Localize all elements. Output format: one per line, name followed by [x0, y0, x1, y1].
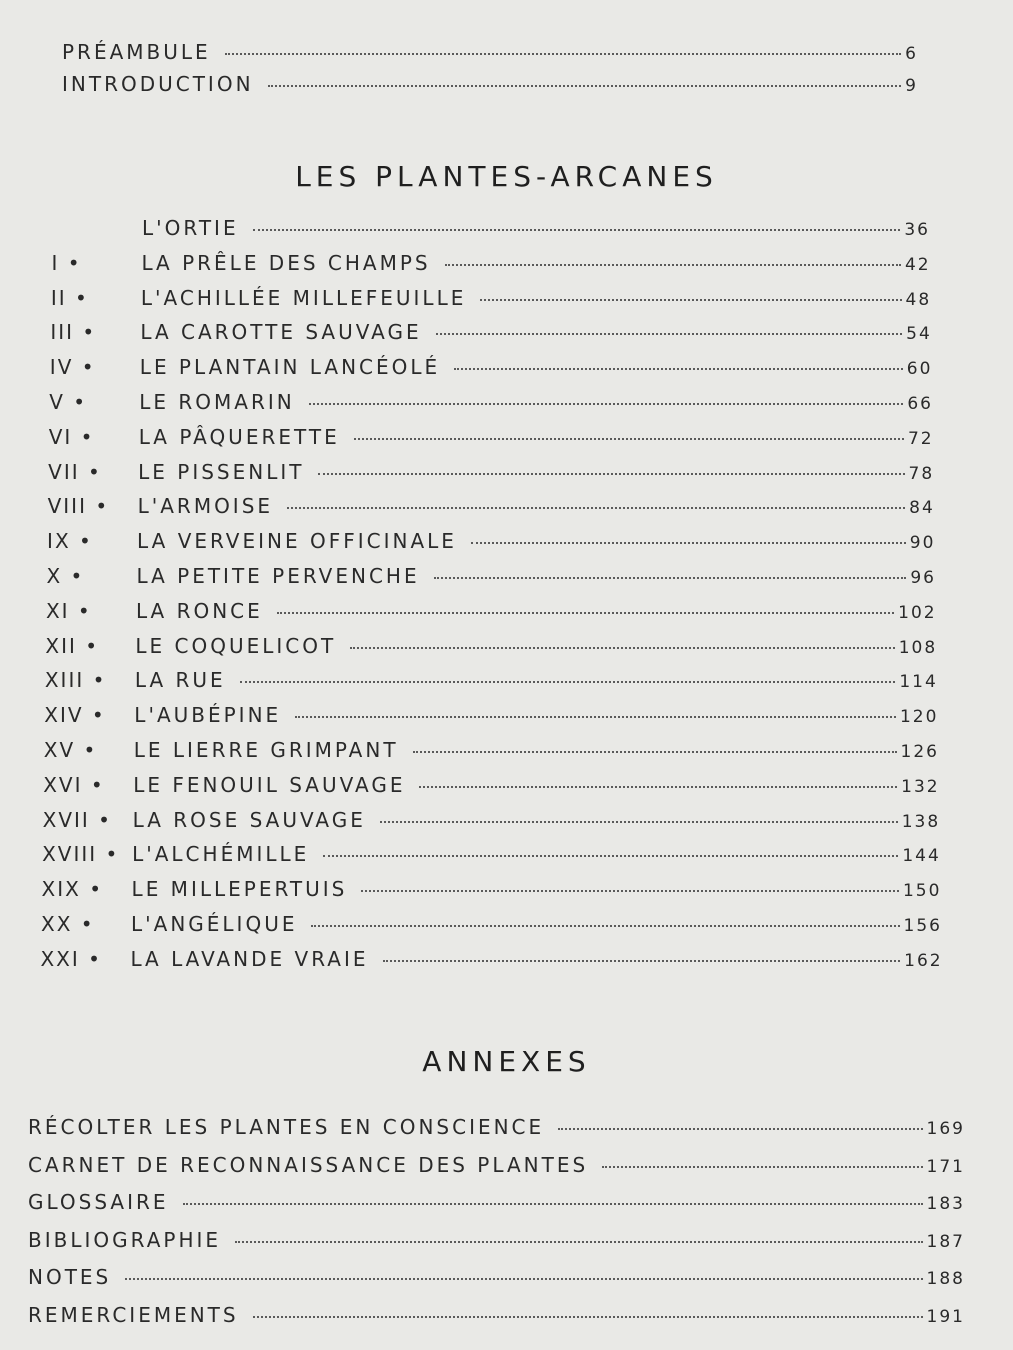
- entry-title: LE FENOUIL SAUVAGE: [133, 772, 406, 797]
- toc-entry: [44, 738, 939, 762]
- entry-roman-numeral: XIV •: [44, 703, 106, 728]
- entry-page: 48: [905, 289, 932, 310]
- entry-page: 60: [906, 359, 933, 380]
- entry-roman-numeral: XX •: [41, 912, 95, 936]
- leader-dots: [445, 264, 901, 266]
- entry-title: LA VERVEINE OFFICINALE: [137, 529, 457, 554]
- entry-page: 191: [926, 1306, 965, 1327]
- entry-title: LE PISSENLIT: [138, 459, 305, 484]
- leader-dots: [125, 1278, 922, 1280]
- toc-entry: [40, 947, 942, 971]
- toc-entry: [43, 773, 939, 797]
- entry-page: 183: [926, 1194, 965, 1214]
- toc-entry: [47, 564, 937, 588]
- toc-entry: [28, 1265, 965, 1289]
- leader-dots: [287, 507, 905, 509]
- entry-page: 90: [909, 533, 936, 554]
- toc-entry: [49, 390, 933, 414]
- entry-title: CARNET DE RECONNAISSANCE DES PLANTES: [28, 1152, 589, 1177]
- leader-dots: [471, 542, 906, 544]
- toc-entry-introduction: [62, 72, 918, 96]
- entry-page: 72: [907, 428, 934, 449]
- toc-entry: [47, 529, 935, 553]
- toc-entry: [51, 286, 931, 310]
- entry-title: L'AUBÉPINE: [134, 703, 282, 728]
- entry-title: LA ROSE SAUVAGE: [132, 807, 366, 832]
- entry-page: 138: [901, 811, 941, 832]
- leader-dots: [323, 855, 898, 857]
- entry-roman-numeral: XIX •: [41, 877, 104, 902]
- entry-page: 84: [909, 498, 935, 519]
- entry-page: 42: [904, 254, 931, 275]
- leader-dots: [436, 333, 903, 335]
- entry-roman-numeral: V •: [49, 390, 88, 414]
- leader-dots: [602, 1166, 922, 1168]
- entry-title: LE LIERRE GRIMPANT: [133, 738, 399, 762]
- toc-entry: [50, 355, 933, 379]
- entry-page: 102: [898, 602, 937, 623]
- entry-title: LA RONCE: [135, 598, 263, 623]
- entry-title: BIBLIOGRAPHIE: [28, 1227, 222, 1252]
- entry-title: L'ORTIE: [142, 216, 239, 240]
- entry-title: LA PETITE PERVENCHE: [136, 564, 420, 588]
- entry-title: INTRODUCTION: [62, 72, 254, 96]
- entry-roman-numeral: II •: [50, 285, 89, 310]
- leader-dots: [277, 612, 894, 614]
- leader-dots: [183, 1203, 923, 1205]
- entry-roman-numeral: VI •: [48, 424, 95, 449]
- entry-title: L'ARMOISE: [137, 494, 274, 519]
- leader-dots: [454, 368, 903, 370]
- toc-entry: [46, 599, 937, 623]
- toc-entry: [45, 634, 937, 658]
- toc-entry: [28, 1228, 965, 1252]
- leader-dots: [413, 751, 897, 753]
- toc-entry: [43, 808, 941, 832]
- entry-page: 120: [899, 707, 939, 728]
- leader-dots: [419, 786, 897, 788]
- leader-dots: [318, 473, 904, 475]
- entry-title: LA RUE: [134, 668, 226, 693]
- entry-page: 169: [926, 1119, 965, 1139]
- toc-entry: [42, 842, 941, 866]
- entry-title: LA LAVANDE VRAIE: [130, 946, 369, 971]
- entry-roman-numeral: XV •: [43, 738, 98, 762]
- entry-roman-numeral: XIII •: [44, 668, 107, 693]
- entry-roman-numeral: X •: [46, 564, 85, 588]
- entry-page: 114: [899, 672, 938, 693]
- toc-entry: [41, 912, 942, 936]
- entry-page: 132: [901, 776, 940, 797]
- leader-dots: [383, 960, 901, 962]
- leader-dots: [225, 53, 902, 55]
- entry-title: LE PLANTAIN LANCÉOLÉ: [139, 355, 441, 380]
- toc-entry: [28, 1115, 965, 1139]
- entry-title: RÉCOLTER LES PLANTES EN CONSCIENCE: [28, 1115, 545, 1139]
- entry-page: 162: [904, 950, 943, 971]
- toc-entry: [50, 320, 931, 344]
- entry-roman-numeral: XII •: [45, 633, 100, 658]
- entry-title: PRÉAMBULE: [62, 40, 211, 64]
- entry-page: 144: [902, 846, 941, 867]
- entry-roman-numeral: XVIII •: [42, 842, 120, 867]
- leader-dots: [240, 681, 896, 683]
- toc-entry: [28, 1190, 965, 1214]
- toc-entry: [28, 1303, 965, 1327]
- leader-dots: [309, 403, 904, 405]
- leader-dots: [434, 577, 907, 579]
- toc-entry: [51, 251, 930, 275]
- leader-dots: [350, 647, 895, 649]
- entry-page: 108: [898, 637, 938, 658]
- section-heading-annexes: ANNEXES: [422, 1045, 591, 1078]
- leader-dots: [558, 1128, 922, 1130]
- entry-title: LA PÂQUERETTE: [138, 424, 340, 449]
- entry-page: 54: [906, 324, 932, 345]
- entry-roman-numeral: IV •: [49, 355, 96, 380]
- leader-dots: [480, 299, 901, 301]
- entry-page: 171: [926, 1156, 965, 1177]
- entry-roman-numeral: VIII •: [47, 494, 110, 519]
- toc-entry-preambule: [62, 40, 918, 64]
- entry-title: GLOSSAIRE: [28, 1190, 169, 1214]
- entry-title: L'ACHILLÉE MILLEFEUILLE: [140, 285, 467, 310]
- entry-page: 78: [908, 463, 935, 484]
- entry-title: L'ALCHÉMILLE: [132, 842, 310, 867]
- entry-page: 188: [926, 1269, 965, 1289]
- entry-roman-numeral: IX •: [47, 529, 93, 554]
- entry-page: 36: [904, 220, 930, 240]
- entry-roman-numeral: III •: [50, 320, 97, 345]
- entry-page: 96: [910, 568, 936, 588]
- entry-title: LE COQUELICOT: [135, 633, 337, 658]
- entry-title: LE MILLEPERTUIS: [131, 877, 348, 902]
- toc-entry: [42, 877, 942, 901]
- entry-title: NOTES: [28, 1265, 112, 1289]
- section-heading-plantes: LES PLANTES-ARCANES: [295, 160, 718, 193]
- leader-dots: [253, 1316, 923, 1318]
- leader-dots: [361, 890, 899, 892]
- entry-title: LA CAROTTE SAUVAGE: [140, 320, 422, 345]
- toc-entry: [48, 460, 934, 484]
- entry-page: 6: [905, 44, 918, 64]
- leader-dots: [380, 821, 898, 823]
- entry-title: LE ROMARIN: [139, 390, 295, 414]
- leader-dots: [268, 85, 902, 87]
- entry-page: 156: [903, 916, 942, 936]
- leader-dots: [354, 438, 904, 440]
- toc-entry: [49, 425, 934, 449]
- toc-entry: [28, 1153, 965, 1177]
- entry-page: 150: [902, 881, 942, 902]
- entry-roman-numeral: XI •: [45, 598, 92, 623]
- entry-title: LA PRÊLE DES CHAMPS: [141, 250, 431, 275]
- entry-roman-numeral: XVI •: [43, 772, 105, 797]
- entry-title: REMERCIEMENTS: [28, 1302, 239, 1327]
- toc-entry: [45, 668, 938, 692]
- leader-dots: [295, 716, 896, 718]
- entry-page: 66: [907, 394, 933, 414]
- entry-roman-numeral: XXI •: [40, 946, 102, 971]
- toc-entry: [44, 703, 938, 727]
- entry-page: 126: [900, 742, 939, 762]
- entry-roman-numeral: XVII •: [42, 807, 112, 832]
- leader-dots: [253, 229, 901, 231]
- leader-dots: [235, 1241, 923, 1243]
- toc-entry: [48, 494, 935, 518]
- entry-roman-numeral: VII •: [48, 459, 102, 484]
- entry-page: 9: [905, 76, 918, 96]
- entry-title: L'ANGÉLIQUE: [131, 912, 298, 936]
- leader-dots: [311, 925, 899, 927]
- toc-entry: [52, 216, 930, 240]
- entry-roman-numeral: I •: [51, 250, 82, 275]
- entry-page: 187: [926, 1231, 965, 1252]
